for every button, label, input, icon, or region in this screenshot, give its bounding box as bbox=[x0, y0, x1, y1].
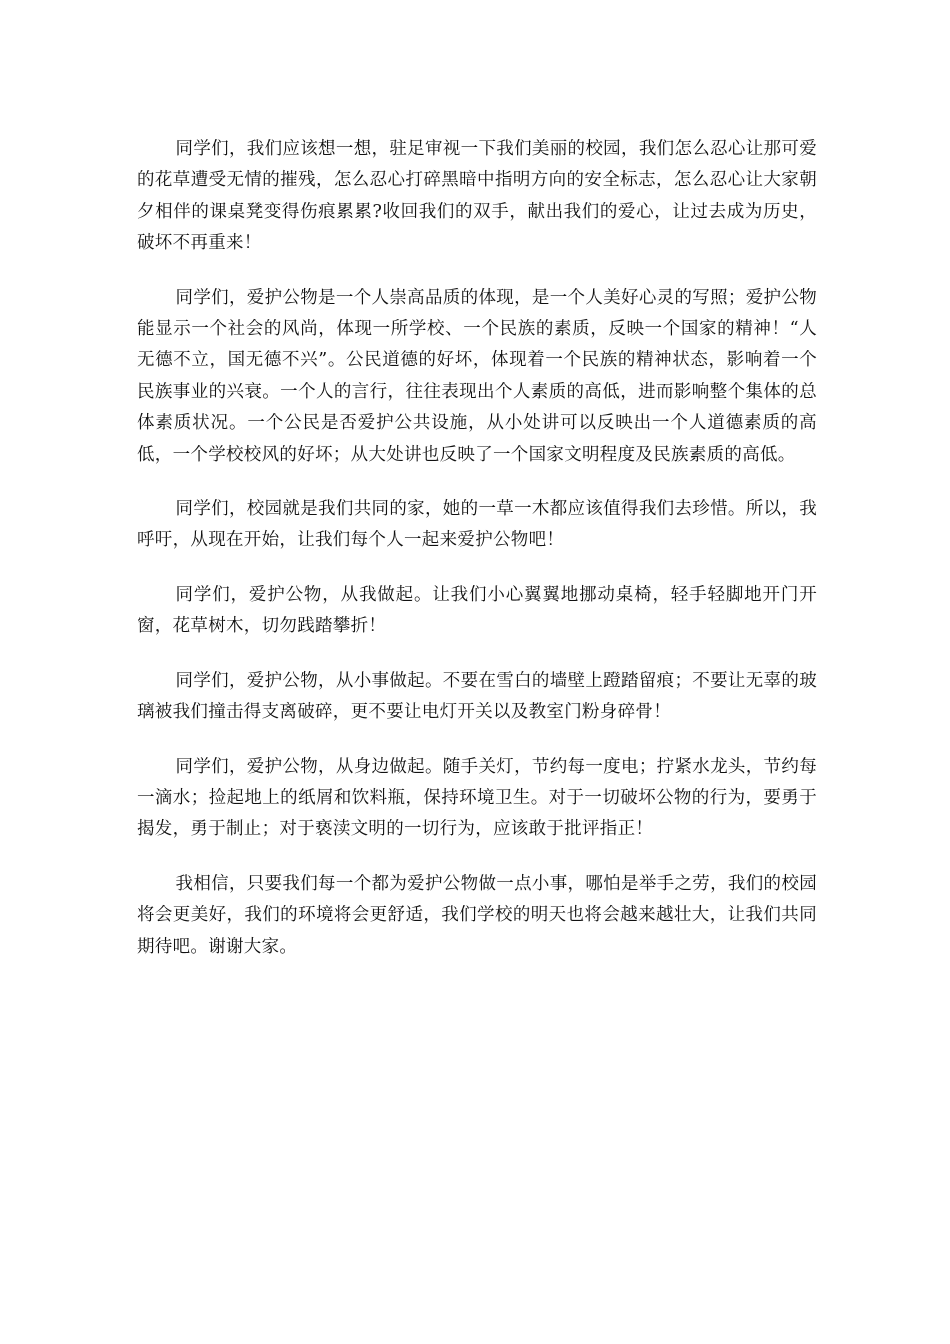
paragraph: 同学们，我们应该想一想，驻足审视一下我们美丽的校园，我们怎么忍心让那可爱的花草遭受无情的摧残，怎么忍心打碎黑暗中指明方向的安全标志，怎么忍心让大家朝夕相伴的课桌凳变得伤痕累累?收回我们的双手，献出我们的爱心，让过去成为历史，破坏不再重来！ bbox=[137, 139, 817, 254]
paragraph: 同学们，爱护公物，从我做起。让我们小心翼翼地挪动桌椅，轻手轻脚地开门开窗，花草树木，切勿践踏攀折！ bbox=[137, 584, 817, 637]
paragraph: 同学们，校园就是我们共同的家，她的一草一木都应该值得我们去珍惜。所以，我呼吁，从现在开始，让我们每个人一起来爱护公物吧！ bbox=[137, 499, 817, 551]
paragraph: 同学们，爱护公物是一个人崇高品质的体现，是一个人美好心灵的写照；爱护公物能显示一个社会的风尚，体现一所学校、一个民族的素质，反映一个国家的精神！“人无德不立，国无德不兴”。公民道德的好坏，体现着一个民族的精神状态，影响着一个民族事业的兴衰。一个人的言行，往往表现出个人素质的高低，进而影响整个集体的总体素质状况。一个公民是否爱护公共设施，从小处讲可以反映出一个人道德素质的高低，一个学校校风的好坏；从大处讲也反映了一个国家文明程度及民族素质的高低。 bbox=[137, 287, 817, 465]
paragraph: 我相信，只要我们每一个都为爱护公物做一点小事，哪怕是举手之劳，我们的校园将会更美好，我们的环境将会更舒适，我们学校的明天也将会越来越壮大，让我们共同期待吧。谢谢大家。 bbox=[137, 873, 817, 957]
paragraph: 同学们，爱护公物，从身边做起。随手关灯，节约每一度电；拧紧水龙头，节约每一滴水；捡起地上的纸屑和饮料瓶，保持环境卫生。对于一切破坏公物的行为，要勇于揭发，勇于制止；对于亵渎文明的一切行为，应该敢于批评指正！ bbox=[137, 756, 817, 840]
paragraph: 同学们，爱护公物，从小事做起。不要在雪白的墙壁上蹬踏留痕；不要让无辜的玻璃被我们撞击得支离破碎，更不要让电灯开关以及教室门粉身碎骨！ bbox=[137, 670, 817, 723]
document-body bbox=[137, 134, 817, 986]
